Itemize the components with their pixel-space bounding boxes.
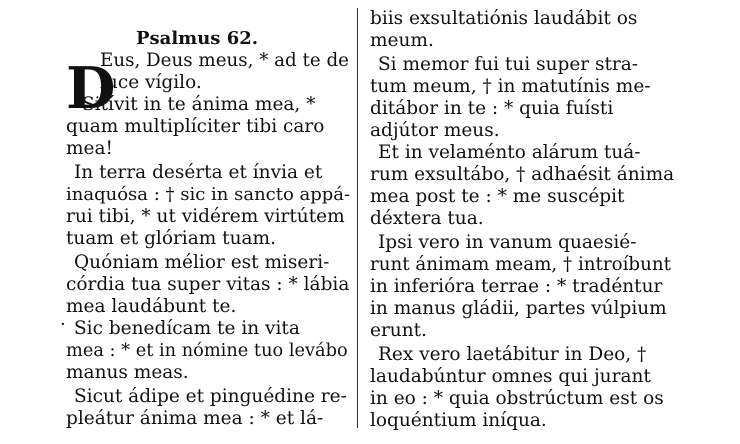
text-line: biis exsultatiónis laudábit os <box>370 8 638 29</box>
text-line: Quóniam mélior est miseri- <box>74 252 330 273</box>
text-line: Eus, Deus meus, * ad te de <box>100 50 349 71</box>
text-line: pleátur ánima mea : * et lá- <box>66 408 324 429</box>
text-line: runt ánimam meam, † introíbunt <box>370 254 671 275</box>
text-line: in manus gládii, partes vúlpium <box>370 298 667 319</box>
text-line: laudabúntur omnes qui jurant <box>370 366 651 387</box>
stray-mark: · <box>60 314 66 335</box>
text-line: ditábor in te : * quia fuísti <box>370 98 614 119</box>
text-line: rum exsultábo, † adhaésit ánima <box>370 164 675 185</box>
text-line: Sic benedícam te in vita <box>74 318 300 339</box>
text-line: In terra desérta et ínvia et <box>74 162 323 183</box>
text-line: mea : * et in nómine tuo levábo <box>66 341 348 361</box>
text-line: Si memor fui tui super stra- <box>378 54 639 75</box>
text-line: in inferióra terrae : * tradéntur <box>370 276 663 297</box>
text-line: inaquósa : † sic in sancto appá- <box>66 184 351 205</box>
text-line: Sitívit in te ánima mea, * <box>82 94 316 115</box>
text-line: tuam et glóriam tuam. <box>66 228 276 249</box>
text-line: Ipsi vero in vanum quaesié- <box>378 232 637 253</box>
text-line: rui tibi, * ut vidérem virtútem <box>66 206 345 227</box>
text-line: tum meum, † in matutínis me- <box>370 76 651 97</box>
text-line: mea laudábunt te. <box>66 296 237 317</box>
text-line: in eo : * quia obstrúctum est os <box>370 388 664 409</box>
drop-cap: D <box>66 55 116 122</box>
text-line: erunt. <box>370 320 427 341</box>
text-line: córdia tua super vitas : * lábia <box>66 274 350 295</box>
text-line: Sicut ádipe et pinguédine re- <box>74 386 347 407</box>
text-line: Rex vero laetábitur in Deo, † <box>378 344 647 365</box>
text-line: déxtera tua. <box>370 208 484 229</box>
column-divider <box>357 8 358 428</box>
psalm-title: Psalmus 62. <box>135 28 259 49</box>
text-line: adjútor meus. <box>370 120 500 141</box>
text-line: meum. <box>370 30 434 51</box>
text-line: loquéntium iníqua. <box>370 410 547 431</box>
text-line: mea! <box>66 138 113 159</box>
text-line: manus meas. <box>66 362 189 383</box>
text-line: Et in velaménto alárum tuá- <box>378 142 641 163</box>
text-line: mea post te : * me suscépit <box>370 186 625 207</box>
text-line: quam multiplíciter tibi caro <box>66 116 325 137</box>
text-line: luce vígilo. <box>100 72 202 93</box>
